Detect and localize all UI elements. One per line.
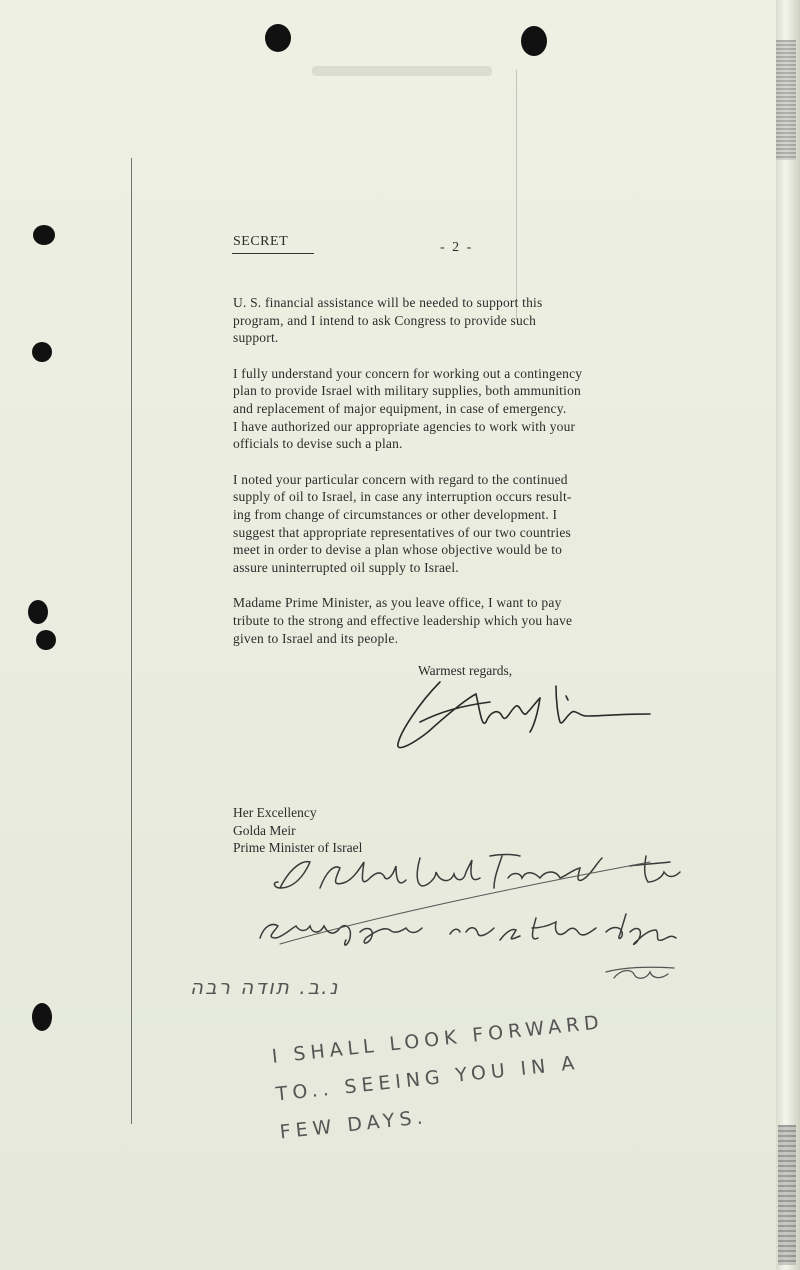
classification-underline [232,253,314,254]
punch-hole [36,630,56,650]
punch-hole [33,225,55,245]
punch-hole [521,26,547,56]
address-line: Prime Minister of Israel [233,840,363,856]
scan-artifact [776,40,796,160]
address-line: Golda Meir [233,822,296,838]
paper-smudge [312,66,492,76]
punch-hole [28,600,48,624]
punch-hole [265,24,291,52]
pencil-initials [600,958,680,988]
fold-crease [516,70,517,320]
translation-line: I SHALL LOOK FORWARD [270,1011,605,1068]
scan-artifact [778,1125,796,1265]
closing-salutation: Warmest regards, [418,663,513,678]
punch-hole [32,342,52,362]
pencil-translation [270,992,720,1151]
letter-body [233,294,738,665]
page-number: - 2 - [440,240,474,255]
handwritten-note [250,848,690,948]
page-edge [776,0,800,1270]
translation-line: TO.. SEEING YOU IN A [274,1051,581,1106]
signature [380,672,660,762]
classification-label: SECRET [233,234,289,249]
margin-rule [131,158,132,1124]
address-line: Her Excellency [233,805,317,820]
paragraph-tribute: Madame Prime Minister, as you leave office, I want to pay tribute to the strong and effective leadership which you have given to Israel and its people. [233,595,573,646]
paragraph-financial-assistance: U. S. financial assistance will be needed to support this program, and I intend to ask Congress to provide such support. [233,295,543,346]
paragraph-oil-supply: I noted your particular concern with regard to the continued supply of oil to Israel, in case any interruption occurs result- ing from change of circumstances or other development. I suggest that appropriate representatives of our two countries meet in order to devise a plan whose objective would be to assure uninterrupted oil supply to Israel. [233,471,572,575]
translation-line: FEW DAYS. [278,1106,429,1144]
punch-hole [32,1003,52,1031]
hebrew-pencil-note: נ.ב. תודה רבה [190,975,340,999]
paragraph-military-supplies: I fully understand your concern for working out a contingency plan to provide Israel with military supplies, both ammunition and replacement of major equipment, in case of emergency. I have authorized our appropriate agencies to work with your officials to devise such a plan. [233,365,583,452]
